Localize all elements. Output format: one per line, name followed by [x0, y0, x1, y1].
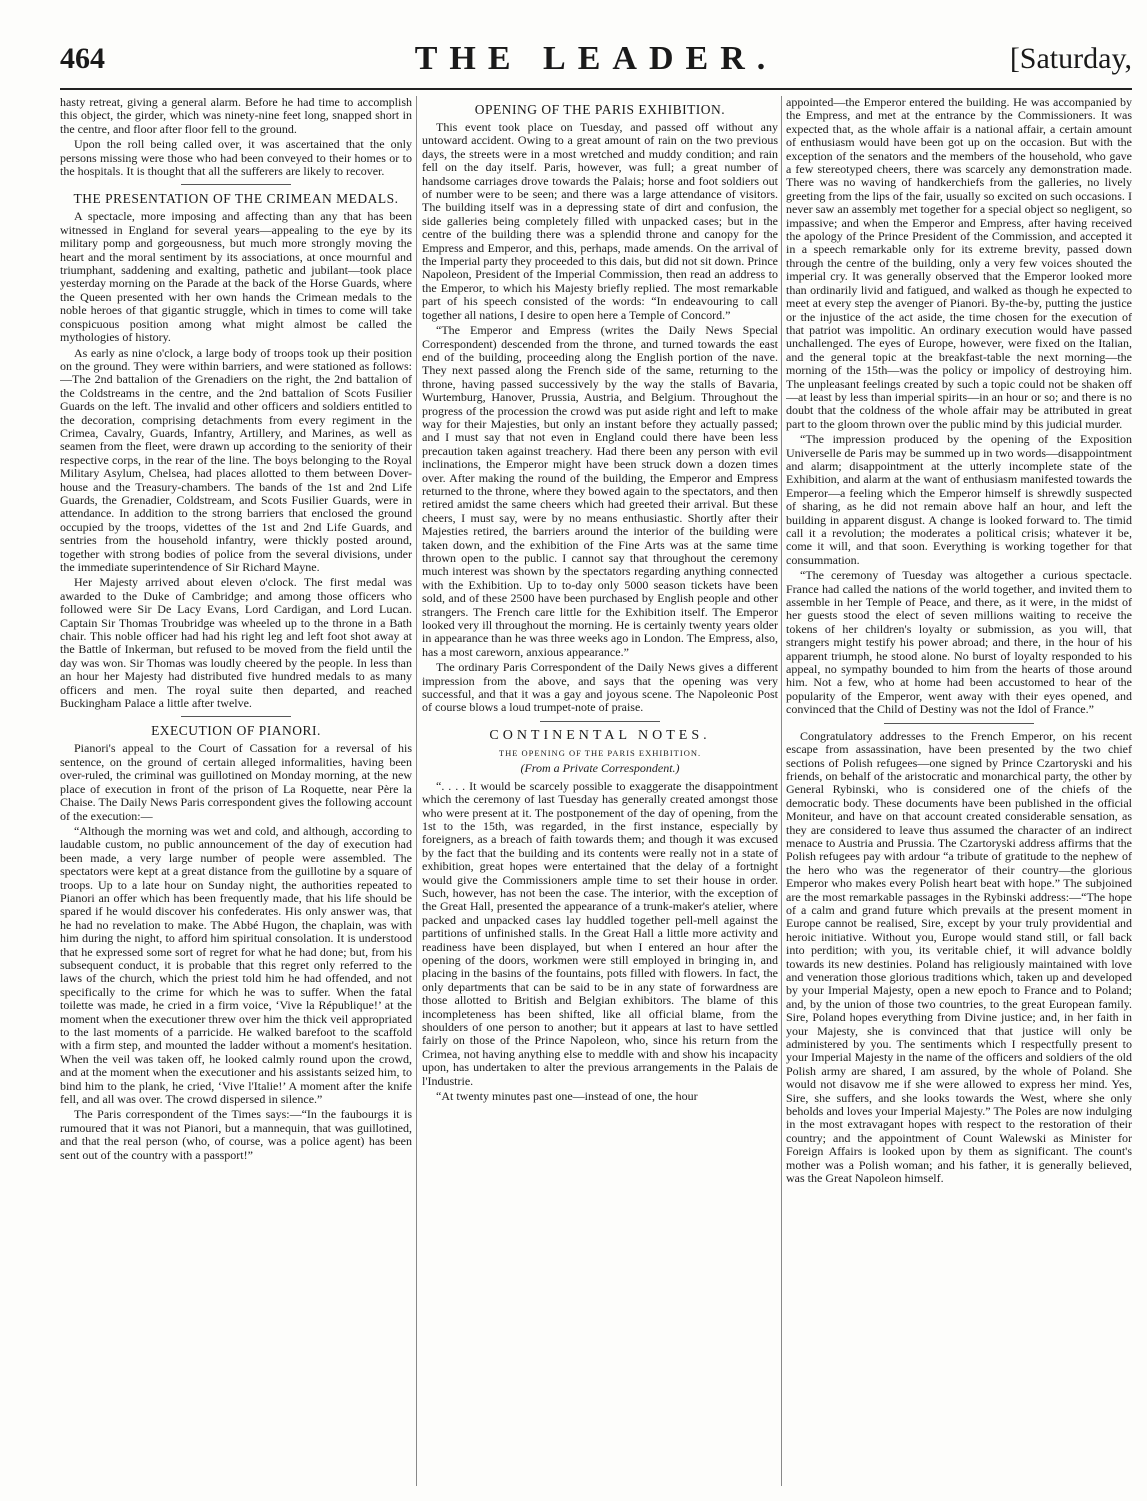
column-divider — [781, 96, 782, 1486]
article-continuation: hasty retreat, giving a general alarm. Before he had time to accomplish this object, the girder, which was ninety-nine feet long, snapped short in the centre, and floor after floor fell to the ground. — [60, 96, 412, 136]
heading-continental-notes: CONTINENTAL NOTES. — [489, 727, 711, 743]
paragraph: This event took place on Tuesday, and passed off without any untoward accident. Owing to a great amount of rain on the two previous days, the streets were in a most wretched and muddy condition; and rain fell on the day itself. Paris, however, was full; a great number of handsome carriages drove towards the Palais; horse and foot soldiers out of number were to be seen; and there was a large attendance of visitors. The building itself was in a depressing state of dirt and confusion, the side galleries being completely filled with unpacked cases; but in the centre of the building there was a splendid throne and canopy for the Empress and Emperor, and this, perhaps, made amends. On the arrival of the Imperial party they proceeded to this dais, but did not sit down. Prince Napoleon, President of the Imperial Commission, then read an address to the Emperor, to which his Majesty briefly replied. The most remarkable part of his speech consisted of the words: “In endeavouring to call together all nations, I desire to open here a Temple of Concord.” — [422, 120, 778, 322]
paragraph: “Although the morning was wet and cold, and although, according to laudable custom, no public announcement of the day of execution had been made, a very large number of people were assembled. The spectators were kept at a great distance from the guillotine by a square of troops. Up to a late hour on Sunday night, the authorities repeated to Pianori an offer which has been frequently made, that his life should be spared if he would discover his confederates. His only answer was, that he had no revelation to make. The Abbé Hugon, the chaplain, was with him during the night, to afford him spiritual consolation. It is understood that he expressed some sort of regret for what he had done; but, from his subsequent conduct, it is probable that this regret only referred to the laws of the church, which the priest told him he had offended, and not specifically to the crime for which he was to suffer. When the fatal toilette was made, he cried in a firm voice, ‘Vive la République!’ at the moment when the executioner threw over him the thick veil appropriated to the last moments of a parricide. He walked barefoot to the scaffold with a firm step, and mounted the ladder without a moment's hesitation. When the veil was taken off, he looked calmly round upon the crowd, and at the moment when the executioner and his assistants seized him, to bind him to the plank, he cried, ‘Vive l'Italie!’ A moment after the knife fell, and all was over. The crowd dispersed in silence.” — [60, 823, 412, 1107]
paragraph: “The impression produced by the opening of the Exposition Universelle de Paris may be summed up in two words—disappointment and alarm; disappointment at the utterly incomplete state of the Exhibition, and alarm at the want of enthusiasm manifested towards the Emperor—a feeling which the Emperor himself is shrewdly suspected of sharing, as he did not remain above half an hour, and left the building in apparent disgust. A change is looked forward to. The timid call it a revolution; the moderates a political crisis; whatever it be, come it will, and that soon. Everything is working together for that consummation. — [786, 432, 1132, 567]
article-continuation: appointed—the Emperor entered the building. He was accompanied by the Empress, and met at the entrance by the Commissioners. It was expected that, as the whole affair is a national affair, a certain amount of enthusiasm would have been got up on the occasion. But with the exception of the senators and the members of the household, who gave a few stereotyped cheers, there was scarcely any demonstration made. There was no waving of handkerchiefs from the galleries, no lively greeting from the lips of the fair, usually so excited on such occasions. I never saw an assembly met together for a special object so negligent, so impassive; and when the Emperor and Empress, after having received the apology of the Prince President of the Commission, and accepted it in a speech remarkable only for its extreme brevity, passed down through the centre of the building, only a very few voices shouted the imperial cry. It was generally observed that the Emperor looked more than ordinarily livid and fatigued, and walked as though he expected to meet at every step the avenger of Pianori. By-the-by, putting the justice or the injustice of the act aside, the time chosen for the execution of that patriot was impolitic. An ordinary execution would have passed unchallenged. The eyes of Europe, however, were fixed on the Italian, and the general topic at the breakfast-table the next morning—the morning of the 15th—was the policy or impolicy of destroying him. The unpleasant feelings created by such a topic could not be shaken off—at least by less than imperial spirits—in an hour or so; and there is no doubt that the coldness of the whole affair may be attributed in great part to the gloom thrown over the public mind by this judicial murder. — [786, 96, 1132, 431]
heading-crimean-medals: THE PRESENTATION OF THE CRIMEAN MEDALS. — [73, 191, 399, 207]
section-rule — [181, 184, 291, 185]
heading-pianori: EXECUTION OF PIANORI. — [151, 723, 321, 739]
column-3 — [786, 96, 1132, 1491]
paragraph: As early as nine o'clock, a large body of troops took up their position on the ground. They were within barriers, and were stationed as follows:—The 2nd battalion of the Grenadiers on the right, the 2nd battalion of the Coldstreams in the centre, and the 2nd battalion of Scots Fusilier Guards on the left. The invalid and other officers and soldiers entitled to the decoration, comprising detachments from every regiment in the Crimea, Cavalry, Guards, Infantry, Artillery, and Marines, as well as seamen from the fleet, were drawn up according to the seniority of their respective corps, in the rear of the line. The boys belonging to the Royal Military Asylum, Chelsea, had places allotted to them between Dover-house and the Treasury-chambers. The bands of the 1st and 2nd Life Guards, the Grenadier, Coldstream, and Scots Fusilier Guards, were in attendance. In addition to the strong barriers that enclosed the ground occupied by the troops, videttes of the 1st and 2nd Life Guards, and sentries from the household infantry, were thickly posted around, together with strong bodies of police from the several divisions, under the immediate superintendence of Sir Richard Mayne. — [60, 345, 412, 574]
paragraph: The Paris correspondent of the Times says:—“In the faubourgs it is rumoured that it was not Pianori, but a mannequin, that was guillotined, and that the real person (who, of course, was a police agent) has been sent out of the country with a passport!” — [60, 1107, 412, 1162]
paragraph: Her Majesty arrived about eleven o'clock. The first medal was awarded to the Duke of Cambridge; and among those officers who followed were Sir De Lacy Evans, Lord Cardigan, and Lord Lucan. Captain Sir Thomas Troubridge was wheeled up to the throne in a Bath chair. This noble officer had had his right leg and left foot shot away at the Battle of Inkerman, but refused to be moved from the field until the day was won. Sir Thomas was loudly cheered by the people. In less than an hour her Majesty had distributed five hundred medals to as many officers and men. The royal suite then departed, and reached Buckingham Palace a little after twelve. — [60, 575, 412, 711]
page-number: 464 — [60, 42, 105, 75]
section-rule — [181, 716, 291, 717]
paragraph: A spectacle, more imposing and affecting than any that has been witnessed in England for several years—appealing to the eye by its military pomp and gorgeousness, but much more strongly moving the heart and the moral sentiment by its associations, at once mournful and triumphant, saddening and exalting, pathetic and jubilant—took place yesterday morning on the Parade at the back of the Horse Guards, where the Queen presented with her own hands the Crimean medals to the noble heroes of that gigantic struggle, which in times to come will take conspicuous position among what might almost be called the mythologies of history. — [60, 209, 412, 345]
paragraph: “The Emperor and Empress (writes the Daily News Special Correspondent) descended from the throne, and turned towards the east end of the building, proceeding along the English portion of the nave. They next passed along the French side of the same, returning to the throne, having passed successively by the way the stalls of Bavaria, Wurtemburg, Hanover, Prussia, Austria, and Belgium. Throughout the progress of the procession the crowd was put aside right and left to make way for their Majesties, but only an instant before they actually passed; and I must say that not even in England could there have been less precaution taken against treachery. Had there been any person with evil inclinations, the Emperor might have been struck down a dozen times over. After making the round of the building, the Emperor and Empress returned to the throne, where they bowed again to the spectators, and then retired amidst the same cheers which had greeted their arrival. But these cheers, I must say, were by no means enthusiastic. Shortly after their Majesties retired, the barriers around the interior of the building were taken down, and the exhibition of the Fine Arts was at the same time thrown open to the public. I cannot say that throughout the ceremony much interest was shown by the spectators regarding anything connected with the Exhibition. Up to to-day only 5000 season tickets have been sold, and of these 2500 have been purchased by English people and other strangers. The French care little for the Exhibition itself. The Emperor looked very ill throughout the morning. He is certainly twenty years older in appearance than he was three weeks ago in London. The Empress, also, has a most careworn, anxious appearance.” — [422, 323, 778, 659]
column-2 — [422, 96, 778, 1491]
paragraph: “. . . . It would be scarcely possible to exaggerate the disappointment which the ceremony of last Tuesday has generally created amongst those who were present at it. The postponement of the day of opening, from the 1st to the 15th, was regarded, in the first instance, especially by foreigners, as a breach of faith towards them; and though it was excused by the fact that the building and its contents were really not in a state of exhibition, great hopes were entertained that the delay of a fortnight would give the Commissioners ample time to set their house in order. Such, however, has not been the case. The interior, with the exception of the Great Hall, presented the appearance of a trunk-maker's atelier, where packed and unpacked cases lay huddled together pell-mell against the partitions of unfinished stalls. In the Great Hall a little more activity and readiness have been displayed, but when I entered an hour after the opening of the doors, workmen were still employed in bringing in, and placing in the basins of the fountains, pots filled with flowers. In fact, the only departments that can be said to be in any state of forwardness are those allotted to British and Belgian exhibitors. The blame of this incompleteness has been shifted, like all official blame, from the shoulders of one person to another; but it appears at last to have settled fairly on those of the Prince Napoleon, who, since his return from the Crimea, not having anything else to meddle with and show his incapacity upon, has undertaken to alter the previous arrangements in the Palais de l'Industrie. — [422, 778, 778, 1088]
paragraph: Pianori's appeal to the Court of Cassation for a reversal of his sentence, on the ground of certain alleged informalities, having been over-ruled, the criminal was guillotined on Monday morning, at the new place of execution in front of the prison of La Roquette, near Père la Chaise. The Daily News Paris correspondent gives the following account of the execution:— — [60, 741, 412, 823]
byline: (From a Private Correspondent.) — [520, 761, 680, 776]
section-rule — [540, 721, 660, 722]
masthead — [60, 42, 1132, 82]
paragraph: “At twenty minutes past one—instead of one, the hour — [436, 1089, 698, 1104]
paragraph: Upon the roll being called over, it was ascertained that the only persons missing were those who had been conveyed to their homes or to the hospitals. It is thought that all the sufferers are likely to recover. — [60, 137, 412, 179]
heading-paris-exhibition: OPENING OF THE PARIS EXHIBITION. — [474, 102, 726, 117]
paragraph: Congratulatory addresses to the French Emperor, on his recent escape from assassination, have been presented by the two chief sections of Polish refugees—one signed by Prince Czartoryski and his friends, on behalf of the aristocratic and monarchical party, the other by General Rybinski, who is considered one of the chiefs of the democratic body. These documents have been published in the official Moniteur, and have on that account created considerable sensation, as they are considered to leave thus assumed the character of an indirect menace to Austria and Prussia. The Czartoryski address affirms that the Polish refugees pay with ardour “a tribute of gratitude to the nephew of the hero who was the regenerator of their country—the glorious Emperor who makes every Polish heart beat with hope.” The subjoined are the most remarkable passages in the Rybinski address:—“The hope of a calm and grand future which prevails at the present moment in Europe cannot be realised, Sire, except by your truly providential and heroic initiative. Without you, Europe would stand still, or fall back into perdition; with you, its veritable chief, it will advance boldly towards its new destinies. Poland has religiously maintained with love and veneration those glorious traditions which, taken up and developed by your Imperial Majesty, open a new epoch to France and to Poland; and, by the union of those two countries, to the great European family. Sire, Poland hopes everything from Divine justice; and, in her faith in your Majesty, she is convinced that that justice will only be administered by you. The sentiments which I respectfully present to your Imperial Majesty in the name of the officers and soldiers of the old Polish army are shared, I am assured, by the whole of Poland. She would not disavow me if she were allowed to express her mind. Yes, Sire, she suffers, and she looks towards the West, where she only beholds and loves your Imperial Majesty.” The Poles are now indulging in the most extravagant hopes with respect to the restoration of their country; and the appointment of Count Walewski as Minister for Foreign Affairs is looked upon by them as significant. The count's mother was a Polish woman; and his father, it is generally believed, was the Great Napoleon himself. — [786, 728, 1132, 1186]
paragraph: “The ceremony of Tuesday was altogether a curious spectacle. France had called the nations of the world together, and invited them to assemble in her Temple of Peace, and there, as it were, in the midst of her guests stood the elect of seven millions waiting to receive the tokens of her children's loyalty or submission, as you will, that strangers might testify his power abroad; and there, in the hour of his apparent triumph, he stood alone. No burst of loyalty responded to his appeal, no sympathy bounded to him from the hearts of those around him. Not a few, who at home had been accustomed to hear of the popularity of the Emperor, went away with their eyes opened, and convinced that the Child of Destiny was not the Idol of France.” — [786, 568, 1132, 717]
paragraph: The ordinary Paris Correspondent of the Daily News gives a different impression from the above, and says that the opening was very successful, and that it was a gay and joyous scene. The Napoleonic Post of course blows a loud trumpet-note of praise. — [422, 660, 778, 715]
subheading: THE OPENING OF THE PARIS EXHIBITION. — [498, 747, 702, 758]
paper-title: THE LEADER. — [414, 40, 778, 77]
issue-day: [Saturday, — [1009, 42, 1132, 75]
column-divider — [416, 96, 417, 1486]
masthead-rule — [60, 88, 1132, 90]
section-rule — [884, 723, 1034, 724]
column-1 — [60, 96, 412, 1491]
